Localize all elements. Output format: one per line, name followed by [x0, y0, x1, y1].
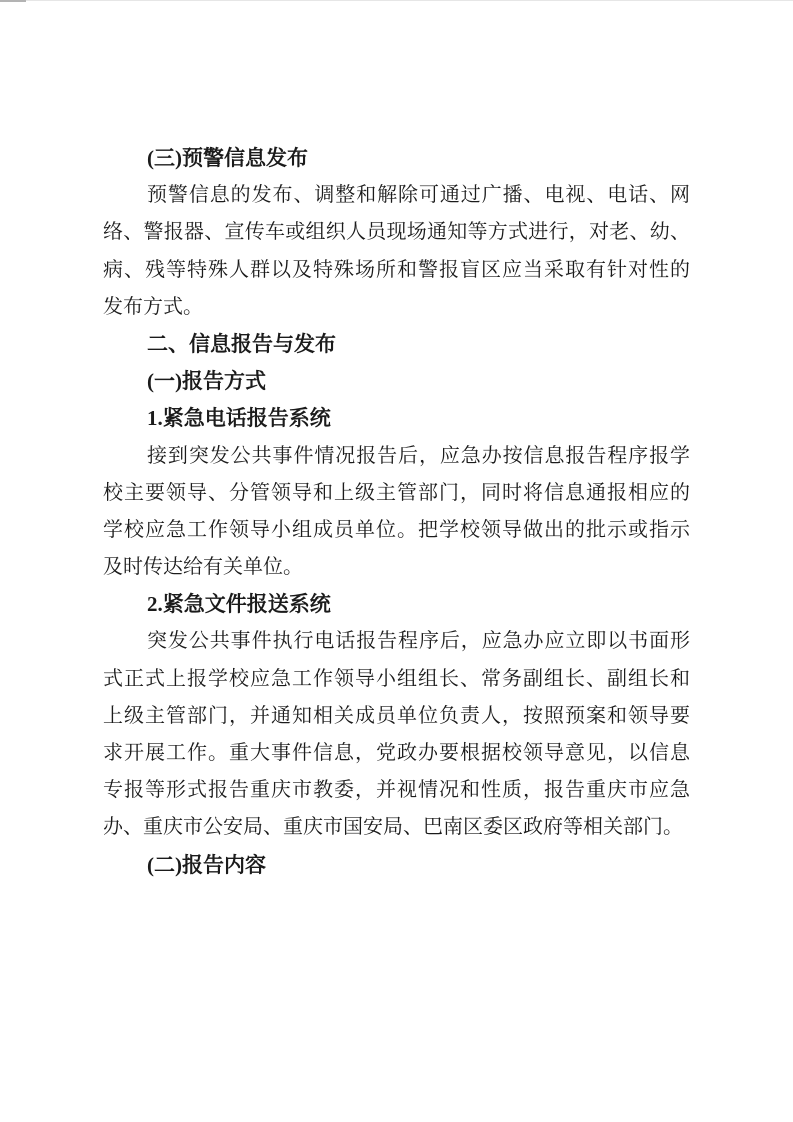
paragraph-line: 突发公共事件执行电话报告程序后，应急办应立即以书面形	[147, 630, 690, 653]
paragraph-line: 病、残等特殊人群以及特殊场所和警报盲区应当采取有针对性的	[103, 258, 690, 281]
paragraph-line: 校主要领导、分管领导和上级主管部门，同时将信息通报相应的	[103, 481, 690, 504]
paragraph-line: 学校应急工作领导小组成员单位。把学校领导做出的批示或指示	[103, 518, 690, 541]
heading: (一)报告方式	[147, 369, 266, 394]
scan-corner-artifact	[0, 0, 26, 2]
paragraph-line: 预警信息的发布、调整和解除可通过广播、电视、电话、网	[147, 184, 690, 207]
scan-edge-artifact	[0, 0, 793, 1]
document-content	[103, 140, 690, 884]
paragraph-line: 及时传达给有关单位。	[103, 556, 303, 579]
paragraph-line: 上级主管部门，并通知相关成员单位负责人，按照预案和领导要	[103, 704, 690, 727]
paragraph-line: 接到突发公共事件情况报告后，应急办按信息报告程序报学	[147, 444, 690, 467]
paragraph-line: 办、重庆市公安局、重庆市国安局、巴南区委区政府等相关部门。	[103, 816, 683, 839]
paragraph-line: 发布方式。	[103, 295, 203, 318]
paragraph-line: 式正式上报学校应急工作领导小组组长、常务副组长、副组长和	[103, 667, 690, 690]
paragraph-line: 专报等形式报告重庆市教委，并视情况和性质，报告重庆市应急	[103, 779, 690, 802]
paragraph-line: 求开展工作。重大事件信息，党政办要根据校领导意见，以信息	[103, 742, 690, 764]
heading: 二、信息报告与发布	[147, 332, 336, 356]
heading: (二)报告内容	[147, 852, 266, 877]
heading: 1.紧急电话报告系统	[147, 406, 331, 431]
heading: (三)预警信息发布	[147, 146, 308, 170]
heading: 2.紧急文件报送系统	[147, 592, 331, 617]
paragraph-line: 络、警报器、宣传车或组织人员现场通知等方式进行，对老、幼、	[103, 221, 690, 244]
